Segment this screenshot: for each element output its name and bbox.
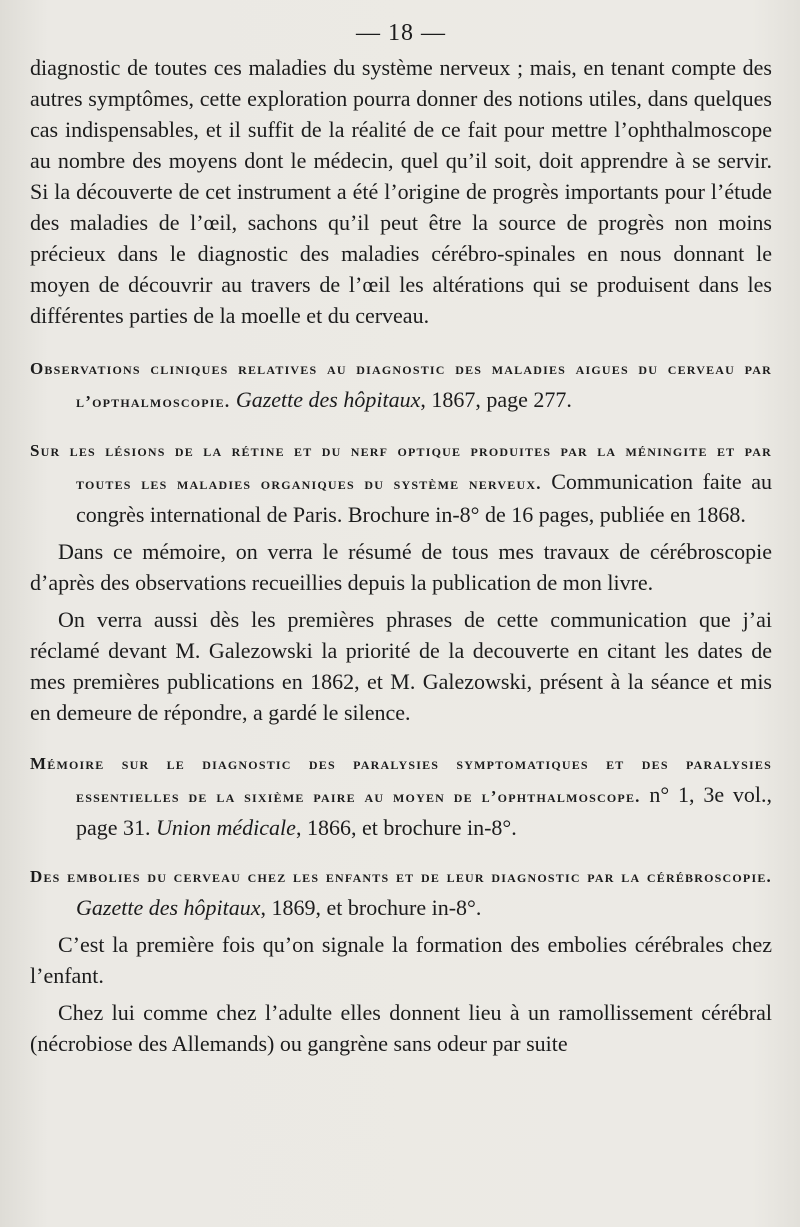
entry-journal: Union médicale	[156, 815, 296, 840]
intro-paragraph: diagnostic de toutes ces maladies du système nerveux ; mais, en tenant compte des autres symptômes, cette exploration pourra donner des notions utiles, dans quelques cas indispensables, et il suffit de la réalité de ce fait pour mettre l’ophthalmoscope au nombre des moyens dont le médecin, quel qu’il soit, doit apprendre à se servir. Si la découverte de cet instrument a été l’origine de progrès importants pour l’étude des maladies de l’œil, sachons qu’il peut être la source de progrès non moins précieux dans le diagnostic des maladies cérébro-spinales en nous donnant le moyen de découvrir au travers de l’œil les altérations qui se produisent dans les différentes parties de la moelle et du cerveau.	[30, 55, 772, 328]
entry-journal: Gazette des hôpitaux	[235, 387, 421, 412]
body-paragraph: Chez lui comme chez l’adulte elles donnent lieu à un ramollissement cérébral (nécrobiose des Allemands) ou gangrène sans odeur par suite	[30, 1000, 772, 1056]
entry-details: Communication faite au congrès international de Paris. Brochure in-8° de 16 pages, publiée en 1868.	[76, 469, 772, 527]
entry-title: Observations cliniques relatives au diagnostic des maladies aigues du cerveau par l’opthalmoscopie.	[30, 359, 772, 411]
page-number: — 18 —	[356, 20, 446, 46]
bibliography-entry-3	[30, 746, 772, 843]
body-paragraph: On verra aussi dès les premières phrases de cette communication que j’ai réclamé devant M. Galezowski la priorité de la decouverte en citant les dates de mes premières publications en 1862, et M. Galezowski, présent à la séance et mis en demeure de répondre, a gardé le silence.	[30, 607, 772, 725]
entry-title: Des embolies du cerveau chez les enfants et de leur diagnostic par la cérébroscopie.	[30, 867, 772, 886]
entry-title: Sur les lésions de la rétine et du nerf optique produites par la méningite et par toutes les maladies organiques du système nerveux.	[30, 441, 772, 493]
bibliography-entry-4	[30, 859, 772, 923]
bibliography-entry-1	[30, 351, 772, 417]
entry-details: , 1866, et brochure in-8°.	[295, 815, 517, 840]
entry-details: , 1867, page 277.	[420, 387, 572, 412]
entry-title: Mémoire sur le diagnostic des paralysies symptomatiques et des paralysies essentielles de la sixième paire au moyen de l’ophthalmoscope.	[30, 754, 772, 806]
entry-details: , 1869, et brochure in-8°.	[260, 895, 482, 920]
body-paragraph: Dans ce mémoire, on verra le résumé de tous mes travaux de cérébroscopie d’après des observations recueillies depuis la publication de mon livre.	[30, 539, 772, 595]
entry-journal: Gazette des hôpitaux	[76, 895, 261, 920]
entry-details-before: n° 1, 3e vol., page 31.	[76, 782, 772, 840]
bibliography-entry-2	[30, 433, 772, 530]
body-paragraph: C’est la première fois qu’on signale la formation des embolies cérébrales chez l’enfant.	[30, 932, 772, 988]
